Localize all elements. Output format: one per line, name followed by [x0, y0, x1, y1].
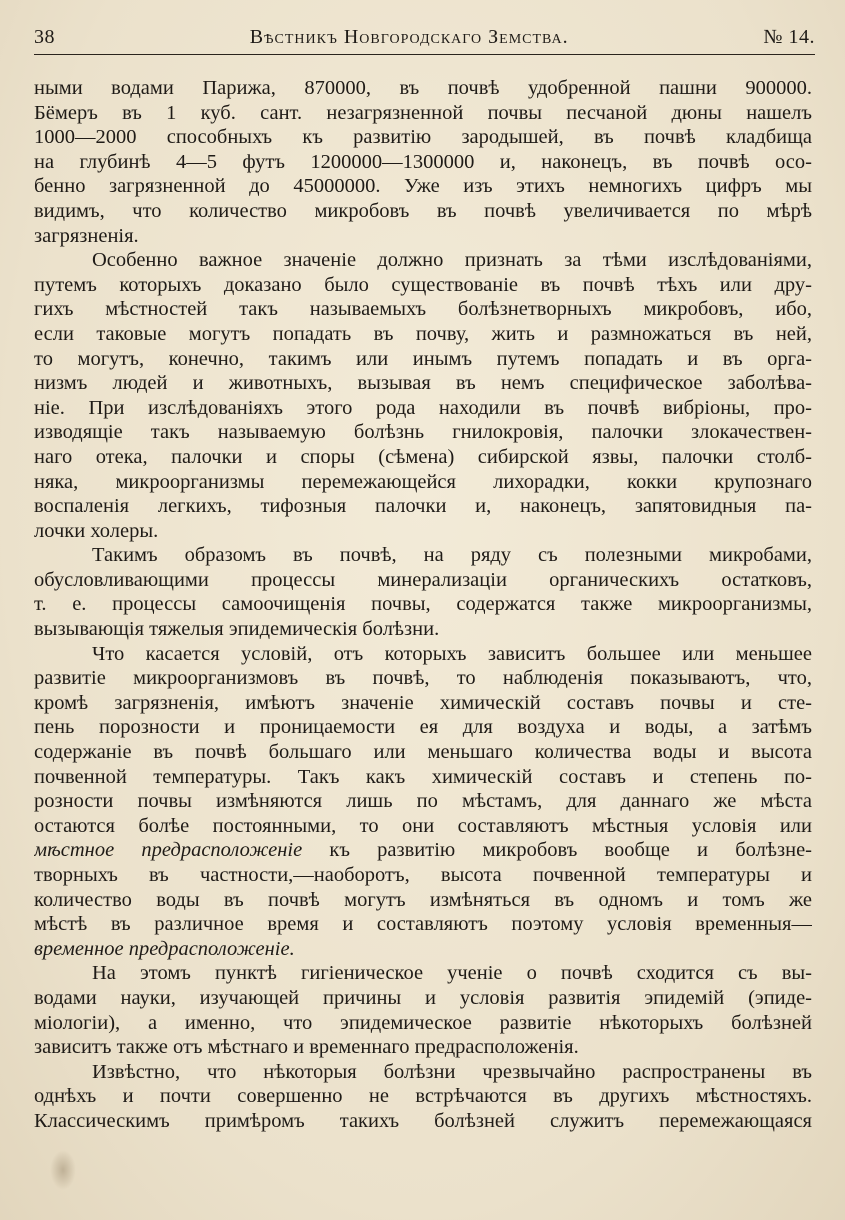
line-text: путемъ которыхъ доказано было существованіе въ почвѣ тѣхъ или дру-	[34, 273, 812, 296]
body-text	[34, 76, 812, 1134]
text-line	[34, 125, 812, 150]
text-line	[34, 76, 812, 101]
line-text: содержаніе въ почвѣ большаго или меньшаго количества воды и высота	[34, 741, 812, 764]
line-text: Такимъ образомъ въ почвѣ, на ряду съ полезными микробами,	[92, 544, 812, 567]
text-line	[34, 322, 812, 347]
text-line	[34, 248, 812, 273]
line-text: міологіи), а именно, что эпидемическое развитіе нѣкоторыхъ болѣзней	[34, 1011, 812, 1034]
text-line	[34, 691, 812, 716]
line-text: лочки холеры.	[34, 519, 159, 542]
line-text: водами науки, изучающей причины и условія развитія эпидемій (эпиде-	[34, 986, 812, 1009]
line-text: Классическимъ примѣромъ такихъ болѣзней служитъ перемежающаяся	[34, 1109, 812, 1132]
text-line	[34, 715, 812, 740]
text-line	[34, 224, 812, 249]
text-line	[34, 789, 812, 814]
text-line	[34, 543, 812, 568]
line-text: 1000—2000 способныхъ къ развитію зародышей, въ почвѣ кладбища	[34, 126, 812, 149]
text-line	[34, 814, 812, 839]
issue-number: № 14.	[763, 25, 815, 48]
text-line	[34, 592, 812, 617]
line-text: На этомъ пунктѣ гигіеническое ученіе о почвѣ сходится съ вы-	[92, 962, 812, 985]
text-line	[34, 297, 812, 322]
line-text: кромѣ загрязненія, имѣютъ значеніе химическій составъ почвы и сте-	[34, 691, 812, 714]
text-line	[34, 1109, 812, 1134]
line-text: Бёмеръ въ 1 куб. сант. незагрязненной почвы песчаной дюны нашелъ	[34, 101, 812, 124]
text-line	[34, 174, 812, 199]
text-line	[34, 642, 812, 667]
line-text: розности почвы измѣняются лишь по мѣстамъ, для даннаго же мѣста	[34, 790, 812, 813]
line-text: низмъ людей и животныхъ, вызывая въ немъ специфическое заболѣва-	[34, 372, 812, 395]
line-text: однѣхъ и почти совершенно не встрѣчаются въ другихъ мѣстностяхъ.	[34, 1085, 812, 1108]
line-text: развитіе микроорганизмовъ въ почвѣ, то наблюденія показываютъ, что,	[34, 667, 812, 690]
text-line	[34, 371, 812, 396]
text-line	[34, 1060, 812, 1085]
text-line	[34, 273, 812, 298]
line-text: къ развитію микробовъ вообще и болѣзне-	[302, 839, 812, 862]
line-text: загрязненія.	[34, 224, 139, 247]
text-line	[34, 494, 812, 519]
line-text: мѣстѣ въ различное время и составляютъ поэтому условія временныя—	[34, 913, 812, 936]
line-text: пень порозности и проницаемости ея для воздуха и воды, а затѣмъ	[34, 716, 812, 739]
text-line	[34, 863, 812, 888]
text-line	[34, 937, 812, 962]
paper-stain	[50, 1150, 76, 1190]
line-text: на глубинѣ 4—5 футъ 1200000—1300000 и, наконецъ, въ почвѣ осо-	[34, 150, 812, 173]
line-text: бенно загрязненной до 45000000. Уже изъ этихъ немногихъ цифръ мы	[34, 175, 812, 198]
line-text: остаются болѣе постоянными, то они составляютъ мѣстныя условія или	[34, 814, 812, 837]
text-line	[34, 765, 812, 790]
line-text: т. е. процессы самоочищенія почвы, содержатся также микроорганизмы,	[34, 593, 812, 616]
line-text: видимъ, что количество микробовъ въ почвѣ увеличивается по мѣрѣ	[34, 199, 812, 222]
text-line	[34, 838, 812, 863]
line-text: Что касается условій, отъ которыхъ зависитъ большее или меньшее	[92, 642, 812, 665]
text-line	[34, 1011, 812, 1036]
text-line	[34, 519, 812, 544]
text-line	[34, 420, 812, 445]
header-rule	[34, 54, 815, 55]
journal-title: Вѣстникъ Новгородскаго Земства.	[249, 25, 569, 48]
line-text: няка, микроорганизмы перемежающейся лихорадки, кокки крупознаго	[34, 470, 812, 493]
text-line	[34, 347, 812, 372]
line-text: творныхъ въ частности,—наоборотъ, высота почвенной температуры и	[34, 864, 812, 886]
line-text: Особенно важное значеніе должно признать за тѣми изслѣдованіями,	[92, 249, 812, 272]
text-line	[34, 150, 812, 175]
line-text: ніе. При изслѣдованіяхъ этого рода находили въ почвѣ вибріоны, про-	[34, 396, 812, 419]
text-line	[34, 101, 812, 126]
text-line	[34, 912, 812, 937]
text-line	[34, 666, 812, 691]
line-text: количество воды въ почвѣ могутъ измѣняться въ одномъ и томъ же	[34, 888, 812, 911]
page-header	[34, 22, 815, 52]
text-line	[34, 961, 812, 986]
line-text: наго отека, палочки и споры (сѣмена) сибирской язвы, палочки столб-	[34, 445, 812, 468]
text-line	[34, 199, 812, 224]
text-line	[34, 740, 812, 765]
text-line	[34, 396, 812, 421]
line-text: гихъ мѣстностей такъ называемыхъ болѣзнетворныхъ микробовъ, ибо,	[34, 298, 812, 321]
italic-term: мѣстное предрасположеніе	[34, 839, 303, 862]
line-text: Извѣстно, что нѣкоторыя болѣзни чрезвычайно распространены въ	[92, 1060, 812, 1083]
line-text: воспаленія легкихъ, тифозныя палочки и, наконецъ, запятовидныя па-	[34, 495, 812, 518]
line-text: изводящіе такъ называемую болѣзнь гнилокровія, палочки злокачествен-	[34, 421, 812, 444]
line-text: если таковые могутъ попадать въ почву, жить и размножаться въ ней,	[34, 322, 812, 345]
page-number: 38	[34, 25, 55, 48]
text-line	[34, 888, 812, 913]
line-text: почвенной температуры. Такъ какъ химическій составъ и степень по-	[34, 765, 812, 788]
line-text: вызывающія тяжелыя эпидемическія болѣзни.	[34, 618, 440, 641]
text-line	[34, 1035, 812, 1060]
line-text: зависитъ также отъ мѣстнаго и временнаго предрасположенія.	[34, 1036, 579, 1059]
text-line	[34, 445, 812, 470]
italic-term: временное предрасположеніе.	[34, 937, 295, 960]
text-line	[34, 568, 812, 593]
text-line	[34, 986, 812, 1011]
line-text: ными водами Парижа, 870000, въ почвѣ удобренной пашни 900000.	[34, 77, 812, 99]
text-line	[34, 470, 812, 495]
text-line	[34, 1084, 812, 1109]
line-text: обусловливающими процессы минерализаціи органическихъ остатковъ,	[34, 568, 812, 591]
text-line	[34, 617, 812, 642]
line-text: то могутъ, конечно, такимъ или инымъ путемъ попадать и въ орга-	[34, 347, 812, 370]
